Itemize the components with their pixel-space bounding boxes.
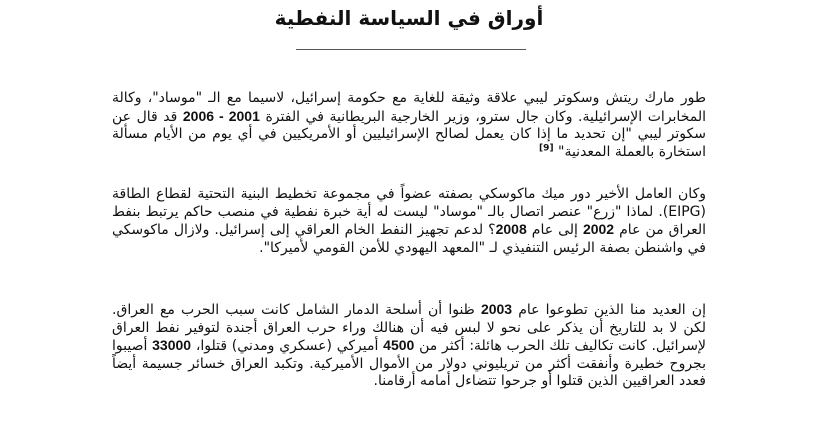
- paragraph-text: إلى عام: [526, 222, 583, 239]
- paragraph-text: إن العديد منا الذين تطوعوا عام: [512, 302, 706, 318]
- paragraph-text: ظنوا أن أسلحة الدمار الشامل كانت سبب الحرب مع العراق. لكن لا بد للتاريخ أن يذكر على نحو لا لبس فيه أن هنالك وراء حرب العراق أجندة لتوفير نفط العراق لإسرائيل. كانت تكاليف تلك الحرب هائلة: أكثر من: [112, 302, 706, 355]
- number-value: 4500: [383, 337, 415, 354]
- document-title: أوراق في السياسة النفطية: [274, 6, 544, 30]
- paragraph-text: ؟ لدعم تجهيز النفط الخام العراقي إلى إسرائيل. ولازال ماكوسكي في واشنطن بصفة الرئيس التنفيذي لـ "المعهد اليهودي للأمن القومي لأميركا".: [112, 222, 706, 256]
- footnote-reference[interactable]: [9]: [539, 143, 554, 154]
- title-underline: [296, 49, 526, 50]
- paragraph-text: قد قال عن سكوتر ليبي "إن تحديد ما إذا كان يعمل لصالح الإسرائيليين أو الأمريكيين في أي يوم من الأيام مسألة استخارة بالعملة المعدنية": [112, 108, 706, 160]
- paragraph-1: [112, 90, 706, 161]
- number-value: 2008: [495, 221, 527, 238]
- number-value: 2002: [582, 221, 615, 238]
- paragraph-text: وكان العامل الأخير دور ميك ماكوسكي بصفته عضواً في مجموعة تخطيط البنية التحتية لقطاع الطاقة (EIPG). لماذا "زرع" عنصر اتصال بالـ "موساد" ليست له أية خبرة نفطية في منصب حاكم يرتبط بنفط العراق من عام: [112, 186, 707, 239]
- paragraph-text: أصيبوا بجروح خطيرة وأنفقت أكثر من تريليوني دولار من الأموال الأميركية. وتكبد العراق خسائر جسيمة أيضاً فعدد العراقيين الذين قتلوا أو جرحوا تتضاءل أمامه أرقامنا.: [112, 338, 706, 390]
- paragraph-text: أميركي (عسكري ومدني) قتلوا،: [191, 338, 384, 355]
- paragraph-text: طور مارك ريتش وسكوتر ليبي علاقة وثيقة للغاية مع حكومة إسرائيل، لاسيما مع الـ "موساد"، وكالة المخابرات الإسرائيلية. وكان جال سترو، وزير الخارجية البريطانية في الفترة: [112, 90, 706, 125]
- paragraph-3: [112, 301, 706, 391]
- number-value: 33000: [152, 337, 192, 354]
- paragraph-2: [112, 186, 706, 257]
- number-value: 2003: [480, 301, 513, 317]
- number-value: 2001 - 2006: [182, 107, 260, 124]
